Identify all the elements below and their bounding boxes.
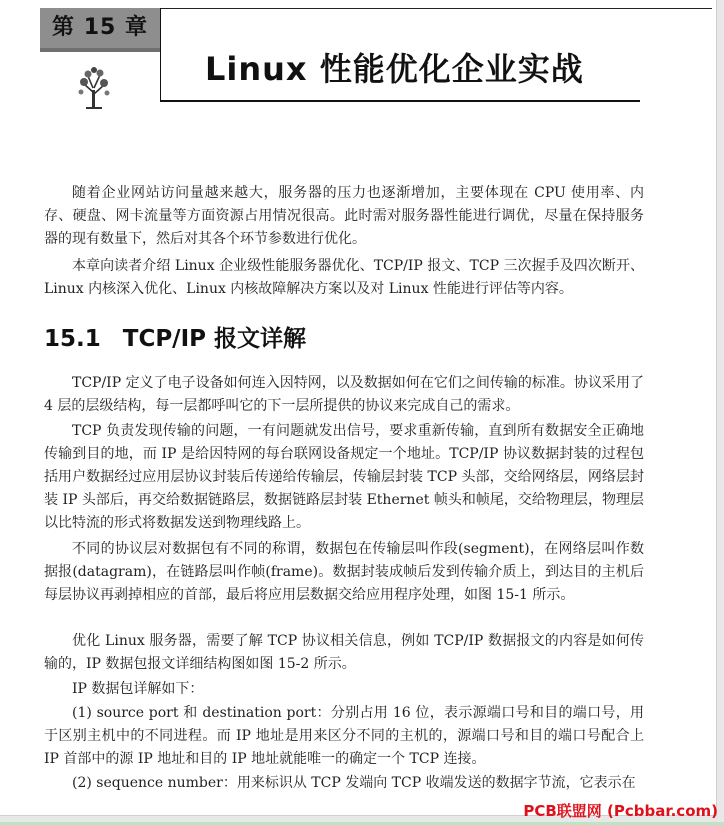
body-paragraph-1: TCP/IP 定义了电子设备如何连入因特网，以及数据如何在它们之间传输的标准。协议采用了 4 层的层级结构，每一层都呼叫它的下一层所提供的协议来完成自己的需求。 <box>44 375 644 414</box>
body-paragraph-7: (2) sequence number：用来标识从 TCP 发端向 TCP 收端发送的数据字节流，它表示在 <box>72 775 636 791</box>
intro-paragraph-1: 随着企业网站访问量越来越大，服务器的压力也逐渐增加，主要体现在 CPU 使用率、内存、硬盘、网卡流量等方面资源占用情况很高。此时需对服务器性能进行调优，尽量在保持服务器的现有数量下，然后对其各个环节参数进行优化。 <box>44 185 644 247</box>
chapter-title: Linux 性能优化企业实战 <box>205 50 584 88</box>
title-underline <box>160 100 640 102</box>
section-heading <box>44 320 306 353</box>
chapter-label: 第 15 章 <box>40 8 160 48</box>
body-paragraph-4: 优化 Linux 服务器，需要了解 TCP 协议相关信息，例如 TCP/IP 数据报文的内容是如何传输的，IP 数据包报文详细结构图如图 15-2 所示。 <box>44 633 644 672</box>
intro-paragraph-2: 本章向读者介绍 Linux 企业级性能服务器优化、TCP/IP 报文、TCP 三次握手及四次断开、Linux 内核深入优化、Linux 内核故障解决方案以及对 Linux 性能进行评估等内容。 <box>44 258 644 297</box>
body-paragraph-3: 不同的协议层对数据包有不同的称谓，数据包在传输层叫作段(segment)，在网络层叫作数据报(datagram)，在链路层叫作帧(frame)。数据封装成帧后发到传输介质上，到达目的主机后每层协议再剥掉相应的首部，最后将应用层数据交给应用程序处理，如图 15-1 所示。 <box>44 541 644 603</box>
watermark-text: PCB联盟网 (Pcbbar.com) <box>523 802 718 820</box>
tree-icon <box>76 66 112 110</box>
body-paragraph-2: TCP 负责发现传输的问题，一有问题就发出信号，要求重新传输，直到所有数据安全正确地传输到目的地，而 IP 是给因特网的每台联网设备规定一个地址。TCP/IP 协议数据封装的过程包括用户数据经过应用层协议封装后传递给传输层，传输层封装 TCP 头部，交给网络层，网络层封装 IP 头部后，再交给数据链路层，数据链路层封装 Ethernet 帧头和帧尾，交给物理层，物理层以比特流的形式将数据发送到物理线路上。 <box>44 423 644 531</box>
header-vertical-rule <box>160 8 161 102</box>
header-top-rule <box>160 8 712 9</box>
chapter-label-strip <box>40 48 160 52</box>
body-paragraph-6: (1) source port 和 destination port：分别占用 16 位，表示源端口号和目的端口号，用于区别主机中的不同进程。而 IP 地址是用来区分不同的主机的，源端口号和目的端口号配合上 IP 首部中的源 IP 地址和目的 IP 地址就能唯一的确定一个 TCP 连接。 <box>44 705 644 767</box>
body-paragraph-5: IP 数据包详解如下： <box>72 681 204 697</box>
section-number: 15.1 <box>44 326 101 352</box>
section-title-text: TCP/IP 报文详解 <box>122 326 306 352</box>
